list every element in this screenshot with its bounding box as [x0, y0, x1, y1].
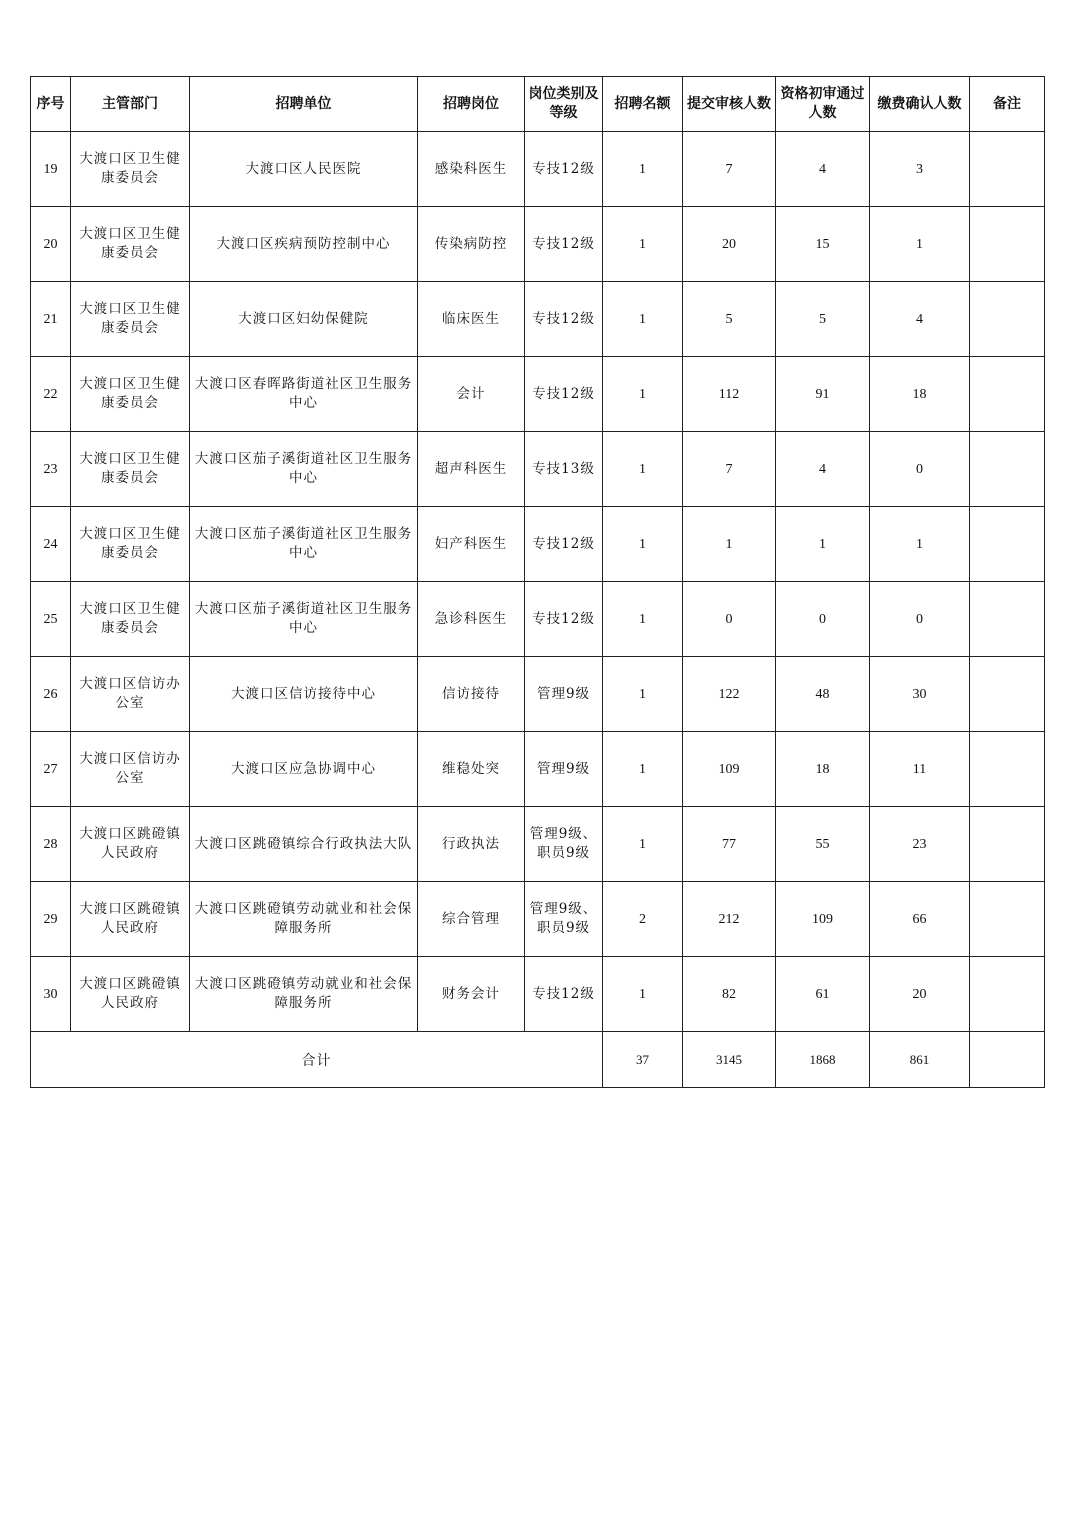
- cell-dept: 大渡口区跳磴镇人民政府: [71, 957, 190, 1032]
- table-row: [31, 357, 1045, 432]
- cell-category: 专技12级: [525, 507, 603, 582]
- cell-quota: 2: [603, 882, 683, 957]
- cell-post: 信访接待: [418, 657, 525, 732]
- cell-paid: 18: [870, 357, 970, 432]
- cell-passed: 91: [776, 357, 870, 432]
- cell-dept: 大渡口区卫生健康委员会: [71, 132, 190, 207]
- cell-post: 会计: [418, 357, 525, 432]
- cell-quota: 1: [603, 132, 683, 207]
- cell-submitted: 77: [683, 807, 776, 882]
- cell-category: 专技12级: [525, 357, 603, 432]
- cell-passed: 55: [776, 807, 870, 882]
- total-label: 合计: [31, 1032, 603, 1088]
- cell-post: 财务会计: [418, 957, 525, 1032]
- cell-category: 专技12级: [525, 282, 603, 357]
- cell-seq: 27: [31, 732, 71, 807]
- cell-dept: 大渡口区卫生健康委员会: [71, 432, 190, 507]
- cell-remark: [970, 807, 1045, 882]
- cell-quota: 1: [603, 207, 683, 282]
- cell-post: 超声科医生: [418, 432, 525, 507]
- recruitment-table: [30, 76, 1045, 1088]
- cell-seq: 22: [31, 357, 71, 432]
- cell-quota: 1: [603, 582, 683, 657]
- cell-unit: 大渡口区疾病预防控制中心: [190, 207, 418, 282]
- cell-unit: 大渡口区春晖路街道社区卫生服务中心: [190, 357, 418, 432]
- cell-passed: 15: [776, 207, 870, 282]
- cell-quota: 1: [603, 282, 683, 357]
- cell-seq: 28: [31, 807, 71, 882]
- table-header: [31, 77, 1045, 132]
- total-paid: 861: [870, 1032, 970, 1088]
- cell-quota: 1: [603, 807, 683, 882]
- cell-remark: [970, 582, 1045, 657]
- cell-paid: 4: [870, 282, 970, 357]
- cell-quota: 1: [603, 957, 683, 1032]
- table-row: [31, 432, 1045, 507]
- cell-dept: 大渡口区信访办公室: [71, 657, 190, 732]
- cell-passed: 18: [776, 732, 870, 807]
- cell-unit: 大渡口区妇幼保健院: [190, 282, 418, 357]
- table-body: [31, 132, 1045, 1032]
- cell-post: 临床医生: [418, 282, 525, 357]
- cell-dept: 大渡口区信访办公室: [71, 732, 190, 807]
- table-row: [31, 507, 1045, 582]
- cell-unit: 大渡口区信访接待中心: [190, 657, 418, 732]
- cell-submitted: 212: [683, 882, 776, 957]
- cell-category: 专技12级: [525, 207, 603, 282]
- cell-submitted: 112: [683, 357, 776, 432]
- header-dept: 主管部门: [71, 77, 190, 132]
- cell-category: 管理9级: [525, 732, 603, 807]
- total-quota: 37: [603, 1032, 683, 1088]
- cell-passed: 48: [776, 657, 870, 732]
- total-row: [31, 1032, 1045, 1088]
- cell-seq: 19: [31, 132, 71, 207]
- cell-unit: 大渡口区应急协调中心: [190, 732, 418, 807]
- cell-paid: 0: [870, 582, 970, 657]
- cell-paid: 20: [870, 957, 970, 1032]
- cell-submitted: 5: [683, 282, 776, 357]
- table-footer: [31, 1032, 1045, 1088]
- header-paid: 缴费确认人数: [870, 77, 970, 132]
- table-row: [31, 807, 1045, 882]
- header-unit: 招聘单位: [190, 77, 418, 132]
- cell-passed: 4: [776, 132, 870, 207]
- cell-dept: 大渡口区跳磴镇人民政府: [71, 882, 190, 957]
- total-passed: 1868: [776, 1032, 870, 1088]
- header-category: 岗位类别及等级: [525, 77, 603, 132]
- table-row: [31, 732, 1045, 807]
- cell-dept: 大渡口区卫生健康委员会: [71, 357, 190, 432]
- cell-category: 专技12级: [525, 132, 603, 207]
- cell-quota: 1: [603, 507, 683, 582]
- cell-passed: 4: [776, 432, 870, 507]
- cell-submitted: 0: [683, 582, 776, 657]
- cell-seq: 20: [31, 207, 71, 282]
- cell-seq: 30: [31, 957, 71, 1032]
- header-passed: 资格初审通过人数: [776, 77, 870, 132]
- cell-remark: [970, 957, 1045, 1032]
- cell-remark: [970, 357, 1045, 432]
- cell-unit: 大渡口区茄子溪街道社区卫生服务中心: [190, 582, 418, 657]
- table-row: [31, 207, 1045, 282]
- cell-remark: [970, 507, 1045, 582]
- cell-unit: 大渡口区跳磴镇综合行政执法大队: [190, 807, 418, 882]
- cell-remark: [970, 282, 1045, 357]
- cell-post: 感染科医生: [418, 132, 525, 207]
- cell-seq: 25: [31, 582, 71, 657]
- cell-post: 传染病防控: [418, 207, 525, 282]
- cell-submitted: 7: [683, 432, 776, 507]
- cell-paid: 23: [870, 807, 970, 882]
- cell-seq: 29: [31, 882, 71, 957]
- header-row: [31, 77, 1045, 132]
- cell-remark: [970, 657, 1045, 732]
- header-post: 招聘岗位: [418, 77, 525, 132]
- table-row: [31, 282, 1045, 357]
- cell-dept: 大渡口区跳磴镇人民政府: [71, 807, 190, 882]
- cell-unit: 大渡口区茄子溪街道社区卫生服务中心: [190, 507, 418, 582]
- cell-unit: 大渡口区人民医院: [190, 132, 418, 207]
- cell-paid: 11: [870, 732, 970, 807]
- cell-seq: 23: [31, 432, 71, 507]
- table-row: [31, 132, 1045, 207]
- cell-quota: 1: [603, 357, 683, 432]
- cell-paid: 1: [870, 507, 970, 582]
- cell-category: 管理9级、职员9级: [525, 807, 603, 882]
- cell-dept: 大渡口区卫生健康委员会: [71, 507, 190, 582]
- cell-quota: 1: [603, 732, 683, 807]
- cell-post: 急诊科医生: [418, 582, 525, 657]
- cell-post: 妇产科医生: [418, 507, 525, 582]
- header-remark: 备注: [970, 77, 1045, 132]
- cell-submitted: 1: [683, 507, 776, 582]
- header-quota: 招聘名额: [603, 77, 683, 132]
- cell-passed: 0: [776, 582, 870, 657]
- cell-unit: 大渡口区跳磴镇劳动就业和社会保障服务所: [190, 957, 418, 1032]
- cell-remark: [970, 732, 1045, 807]
- cell-submitted: 7: [683, 132, 776, 207]
- cell-category: 管理9级: [525, 657, 603, 732]
- cell-dept: 大渡口区卫生健康委员会: [71, 207, 190, 282]
- cell-unit: 大渡口区跳磴镇劳动就业和社会保障服务所: [190, 882, 418, 957]
- cell-category: 专技12级: [525, 582, 603, 657]
- total-remark: [970, 1032, 1045, 1088]
- cell-post: 综合管理: [418, 882, 525, 957]
- cell-category: 专技13级: [525, 432, 603, 507]
- cell-paid: 66: [870, 882, 970, 957]
- cell-seq: 26: [31, 657, 71, 732]
- header-submitted: 提交审核人数: [683, 77, 776, 132]
- cell-submitted: 109: [683, 732, 776, 807]
- cell-passed: 1: [776, 507, 870, 582]
- cell-submitted: 20: [683, 207, 776, 282]
- cell-dept: 大渡口区卫生健康委员会: [71, 282, 190, 357]
- cell-paid: 0: [870, 432, 970, 507]
- table-row: [31, 582, 1045, 657]
- table-row: [31, 657, 1045, 732]
- cell-paid: 3: [870, 132, 970, 207]
- cell-seq: 21: [31, 282, 71, 357]
- cell-remark: [970, 207, 1045, 282]
- cell-paid: 1: [870, 207, 970, 282]
- cell-remark: [970, 132, 1045, 207]
- header-seq: 序号: [31, 77, 71, 132]
- cell-remark: [970, 432, 1045, 507]
- cell-post: 行政执法: [418, 807, 525, 882]
- cell-post: 维稳处突: [418, 732, 525, 807]
- cell-seq: 24: [31, 507, 71, 582]
- cell-submitted: 82: [683, 957, 776, 1032]
- cell-quota: 1: [603, 432, 683, 507]
- table-row: [31, 957, 1045, 1032]
- table-row: [31, 882, 1045, 957]
- total-submitted: 3145: [683, 1032, 776, 1088]
- cell-quota: 1: [603, 657, 683, 732]
- cell-category: 专技12级: [525, 957, 603, 1032]
- cell-remark: [970, 882, 1045, 957]
- cell-passed: 109: [776, 882, 870, 957]
- cell-passed: 5: [776, 282, 870, 357]
- cell-category: 管理9级、职员9级: [525, 882, 603, 957]
- cell-paid: 30: [870, 657, 970, 732]
- cell-submitted: 122: [683, 657, 776, 732]
- cell-unit: 大渡口区茄子溪街道社区卫生服务中心: [190, 432, 418, 507]
- cell-dept: 大渡口区卫生健康委员会: [71, 582, 190, 657]
- cell-passed: 61: [776, 957, 870, 1032]
